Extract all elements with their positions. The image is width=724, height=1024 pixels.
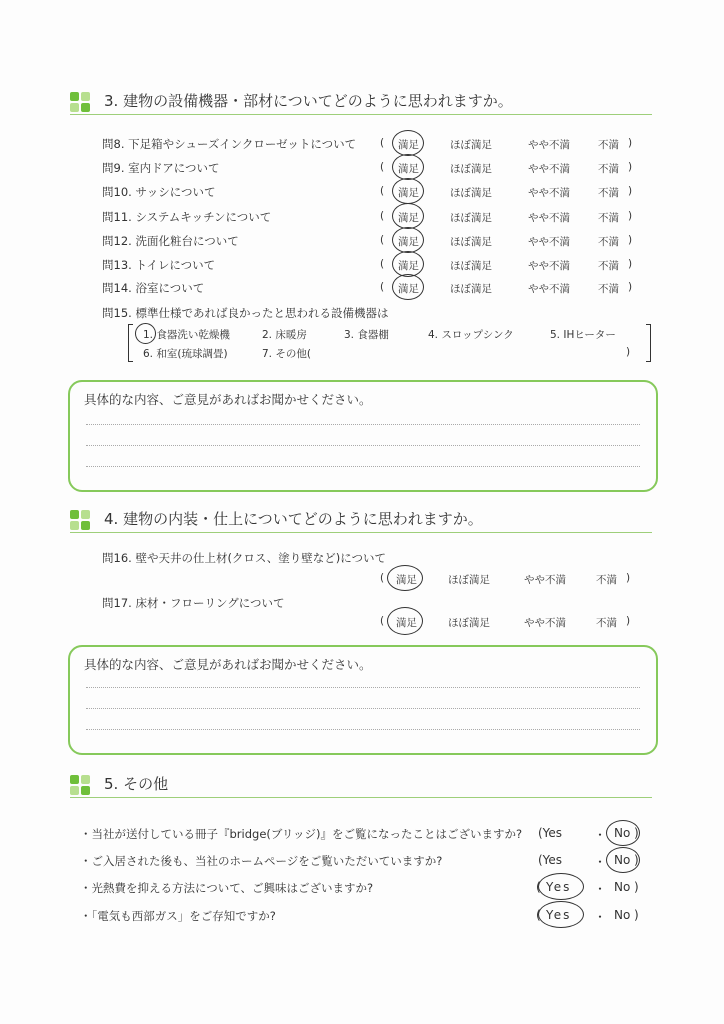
paren-open: ( [380,210,385,222]
separator: ・ [594,882,607,896]
paren-open: ( [380,258,385,270]
answer-circle [387,607,423,635]
option-satisfied[interactable]: 満足 [398,163,419,175]
paren-open: ( [380,185,385,197]
yes-option[interactable]: Yes [546,908,572,922]
section-4-title: 4. 建物の内装・仕上についてどのように思われますか。 [104,510,483,528]
option-somewhat-dissatisfied[interactable]: やや不満 [528,139,570,151]
yes-option[interactable]: (Yes [538,853,563,867]
option-mostly-satisfied[interactable]: ほぼ満足 [448,574,490,586]
paren-close: ) [628,281,633,293]
answer-circle [387,565,423,591]
answer-circle [392,274,424,300]
paren-close: ) [626,572,631,584]
bracket-right [646,324,651,362]
paren-open: ( [380,234,385,246]
option-mostly-satisfied[interactable]: ほぼ満足 [450,187,492,199]
comment-box-label: 具体的な内容、ご意見があればお聞かせください。 [84,657,372,672]
q17-label: 問17. 床材・フローリングについて [102,596,285,610]
paren-open: ( [380,281,385,293]
option-somewhat-dissatisfied[interactable]: やや不満 [528,163,570,175]
answer-circle [392,154,424,180]
paren-close: ) [634,908,639,922]
paren-open: ( [380,137,385,149]
writing-line [86,687,640,688]
option-somewhat-dissatisfied[interactable]: やや不満 [524,574,566,586]
answer-circle [392,203,424,229]
answer-circle [392,227,424,253]
answer-circle [135,323,156,344]
paren-open: ( [536,908,541,922]
option-dissatisfied[interactable]: 不満 [596,574,617,586]
option-dissatisfied[interactable]: 不満 [596,617,617,629]
paren-close: ) [628,185,633,197]
separator: ・ [594,828,607,842]
q15-item-7[interactable]: 7. その他( [262,348,311,360]
answer-circle [538,873,584,900]
comment-box-3[interactable] [68,380,658,492]
writing-line [86,424,640,425]
paren-close: ) [628,234,633,246]
comment-box-4[interactable] [68,645,658,755]
option-mostly-satisfied[interactable]: ほぼ満足 [448,617,490,629]
option-satisfied[interactable]: 満足 [396,574,417,586]
option-somewhat-dissatisfied[interactable]: やや不満 [528,260,570,272]
q-row-label: 問11. システムキッチンについて [102,210,272,224]
option-dissatisfied[interactable]: 不満 [598,212,619,224]
option-satisfied[interactable]: 満足 [396,617,417,629]
clover-icon [70,510,90,530]
q15-item-4[interactable]: 4. スロップシンク [428,329,514,341]
bracket-left [128,324,133,362]
comment-box-label: 具体的な内容、ご意見があればお聞かせください。 [84,392,372,407]
q-row-label: 問9. 室内ドアについて [102,161,220,175]
clover-icon [70,92,90,112]
section-5-header [70,773,652,798]
option-dissatisfied[interactable]: 不満 [598,187,619,199]
option-dissatisfied[interactable]: 不満 [598,139,619,151]
s5-q4: ・「電気も西部ガス」をご存知ですか? [80,909,276,923]
paren-close: ) [628,210,633,222]
q15-label: 問15. 標準仕様であれば良かったと思われる設備機器は [102,306,389,320]
option-mostly-satisfied[interactable]: ほぼ満足 [450,236,492,248]
option-satisfied[interactable]: 満足 [398,212,419,224]
option-somewhat-dissatisfied[interactable]: やや不満 [524,617,566,629]
section-5-title: 5. その他 [104,775,169,793]
clover-icon [70,775,90,795]
option-mostly-satisfied[interactable]: ほぼ満足 [450,139,492,151]
option-dissatisfied[interactable]: 不満 [598,163,619,175]
section-4-header [70,508,652,533]
q16-label: 問16. 壁や天井の仕上材(クロス、塗り壁など)について [102,551,387,565]
s5-q2: ・ご入居された後も、当社のホームページをご覧いただいていますか? [80,854,443,868]
q15-item-6[interactable]: 6. 和室(琉球調畳) [143,348,228,360]
option-satisfied[interactable]: 満足 [398,283,419,295]
option-satisfied[interactable]: 満足 [398,139,419,151]
no-option[interactable]: No [614,908,631,922]
option-satisfied[interactable]: 満足 [398,260,419,272]
paren-open: ( [380,161,385,173]
separator: ・ [594,855,607,869]
answer-circle [392,130,424,156]
paren-close: ) [634,826,639,840]
option-somewhat-dissatisfied[interactable]: やや不満 [528,236,570,248]
paren-close: ) [628,161,633,173]
option-somewhat-dissatisfied[interactable]: やや不満 [528,212,570,224]
writing-line [86,708,640,709]
writing-line [86,466,640,467]
writing-line [86,729,640,730]
answer-circle [392,178,424,204]
paren-close: ) [628,137,633,149]
option-somewhat-dissatisfied[interactable]: やや不満 [528,283,570,295]
s5-q1: ・当社が送付している冊子『bridge(ブリッジ)』をご覧になったことはございますか? [80,827,523,841]
paren-close: ) [634,880,639,894]
no-option[interactable]: No [614,853,631,867]
option-mostly-satisfied[interactable]: ほぼ満足 [450,163,492,175]
q15-item-2[interactable]: 2. 床暖房 [262,329,307,341]
section-3-header [70,90,652,115]
paren-close: ) [634,853,639,867]
q15-item-5[interactable]: 5. IHヒーター [550,329,616,341]
option-somewhat-dissatisfied[interactable]: やや不満 [528,187,570,199]
paren-open: ( [380,615,385,627]
no-option[interactable]: No [614,880,631,894]
separator: ・ [594,910,607,924]
option-mostly-satisfied[interactable]: ほぼ満足 [450,260,492,272]
section-3-title: 3. 建物の設備機器・部材についてどのように思われますか。 [104,92,513,110]
s5-q3: ・光熱費を抑える方法について、ご興味はございますか? [80,881,374,895]
yes-option[interactable]: (Yes [538,826,563,840]
yes-option[interactable]: Yes [546,880,572,894]
q-row-label: 問14. 浴室について [102,281,205,295]
paren-open: ( [536,880,541,894]
option-dissatisfied[interactable]: 不満 [598,236,619,248]
option-satisfied[interactable]: 満足 [398,236,419,248]
option-satisfied[interactable]: 満足 [398,187,419,199]
q15-item-7-close: ) [626,346,631,358]
q15-item-1[interactable]: 1. 食器洗い乾燥機 [143,329,230,341]
q-row-label: 問13. トイレについて [102,258,216,272]
q-row-label: 問8. 下足箱やシューズインクローゼットについて [102,137,357,151]
option-dissatisfied[interactable]: 不満 [598,283,619,295]
paren-close: ) [628,258,633,270]
no-option[interactable]: No [614,826,631,840]
paren-close: ) [626,615,631,627]
q15-item-3[interactable]: 3. 食器棚 [344,329,389,341]
answer-circle [538,901,584,928]
writing-line [86,445,640,446]
q-row-label: 問10. サッシについて [102,185,216,199]
q-row-label: 問12. 洗面化粧台について [102,234,239,248]
option-mostly-satisfied[interactable]: ほぼ満足 [450,212,492,224]
option-dissatisfied[interactable]: 不満 [598,260,619,272]
paren-open: ( [380,572,385,584]
option-mostly-satisfied[interactable]: ほぼ満足 [450,283,492,295]
